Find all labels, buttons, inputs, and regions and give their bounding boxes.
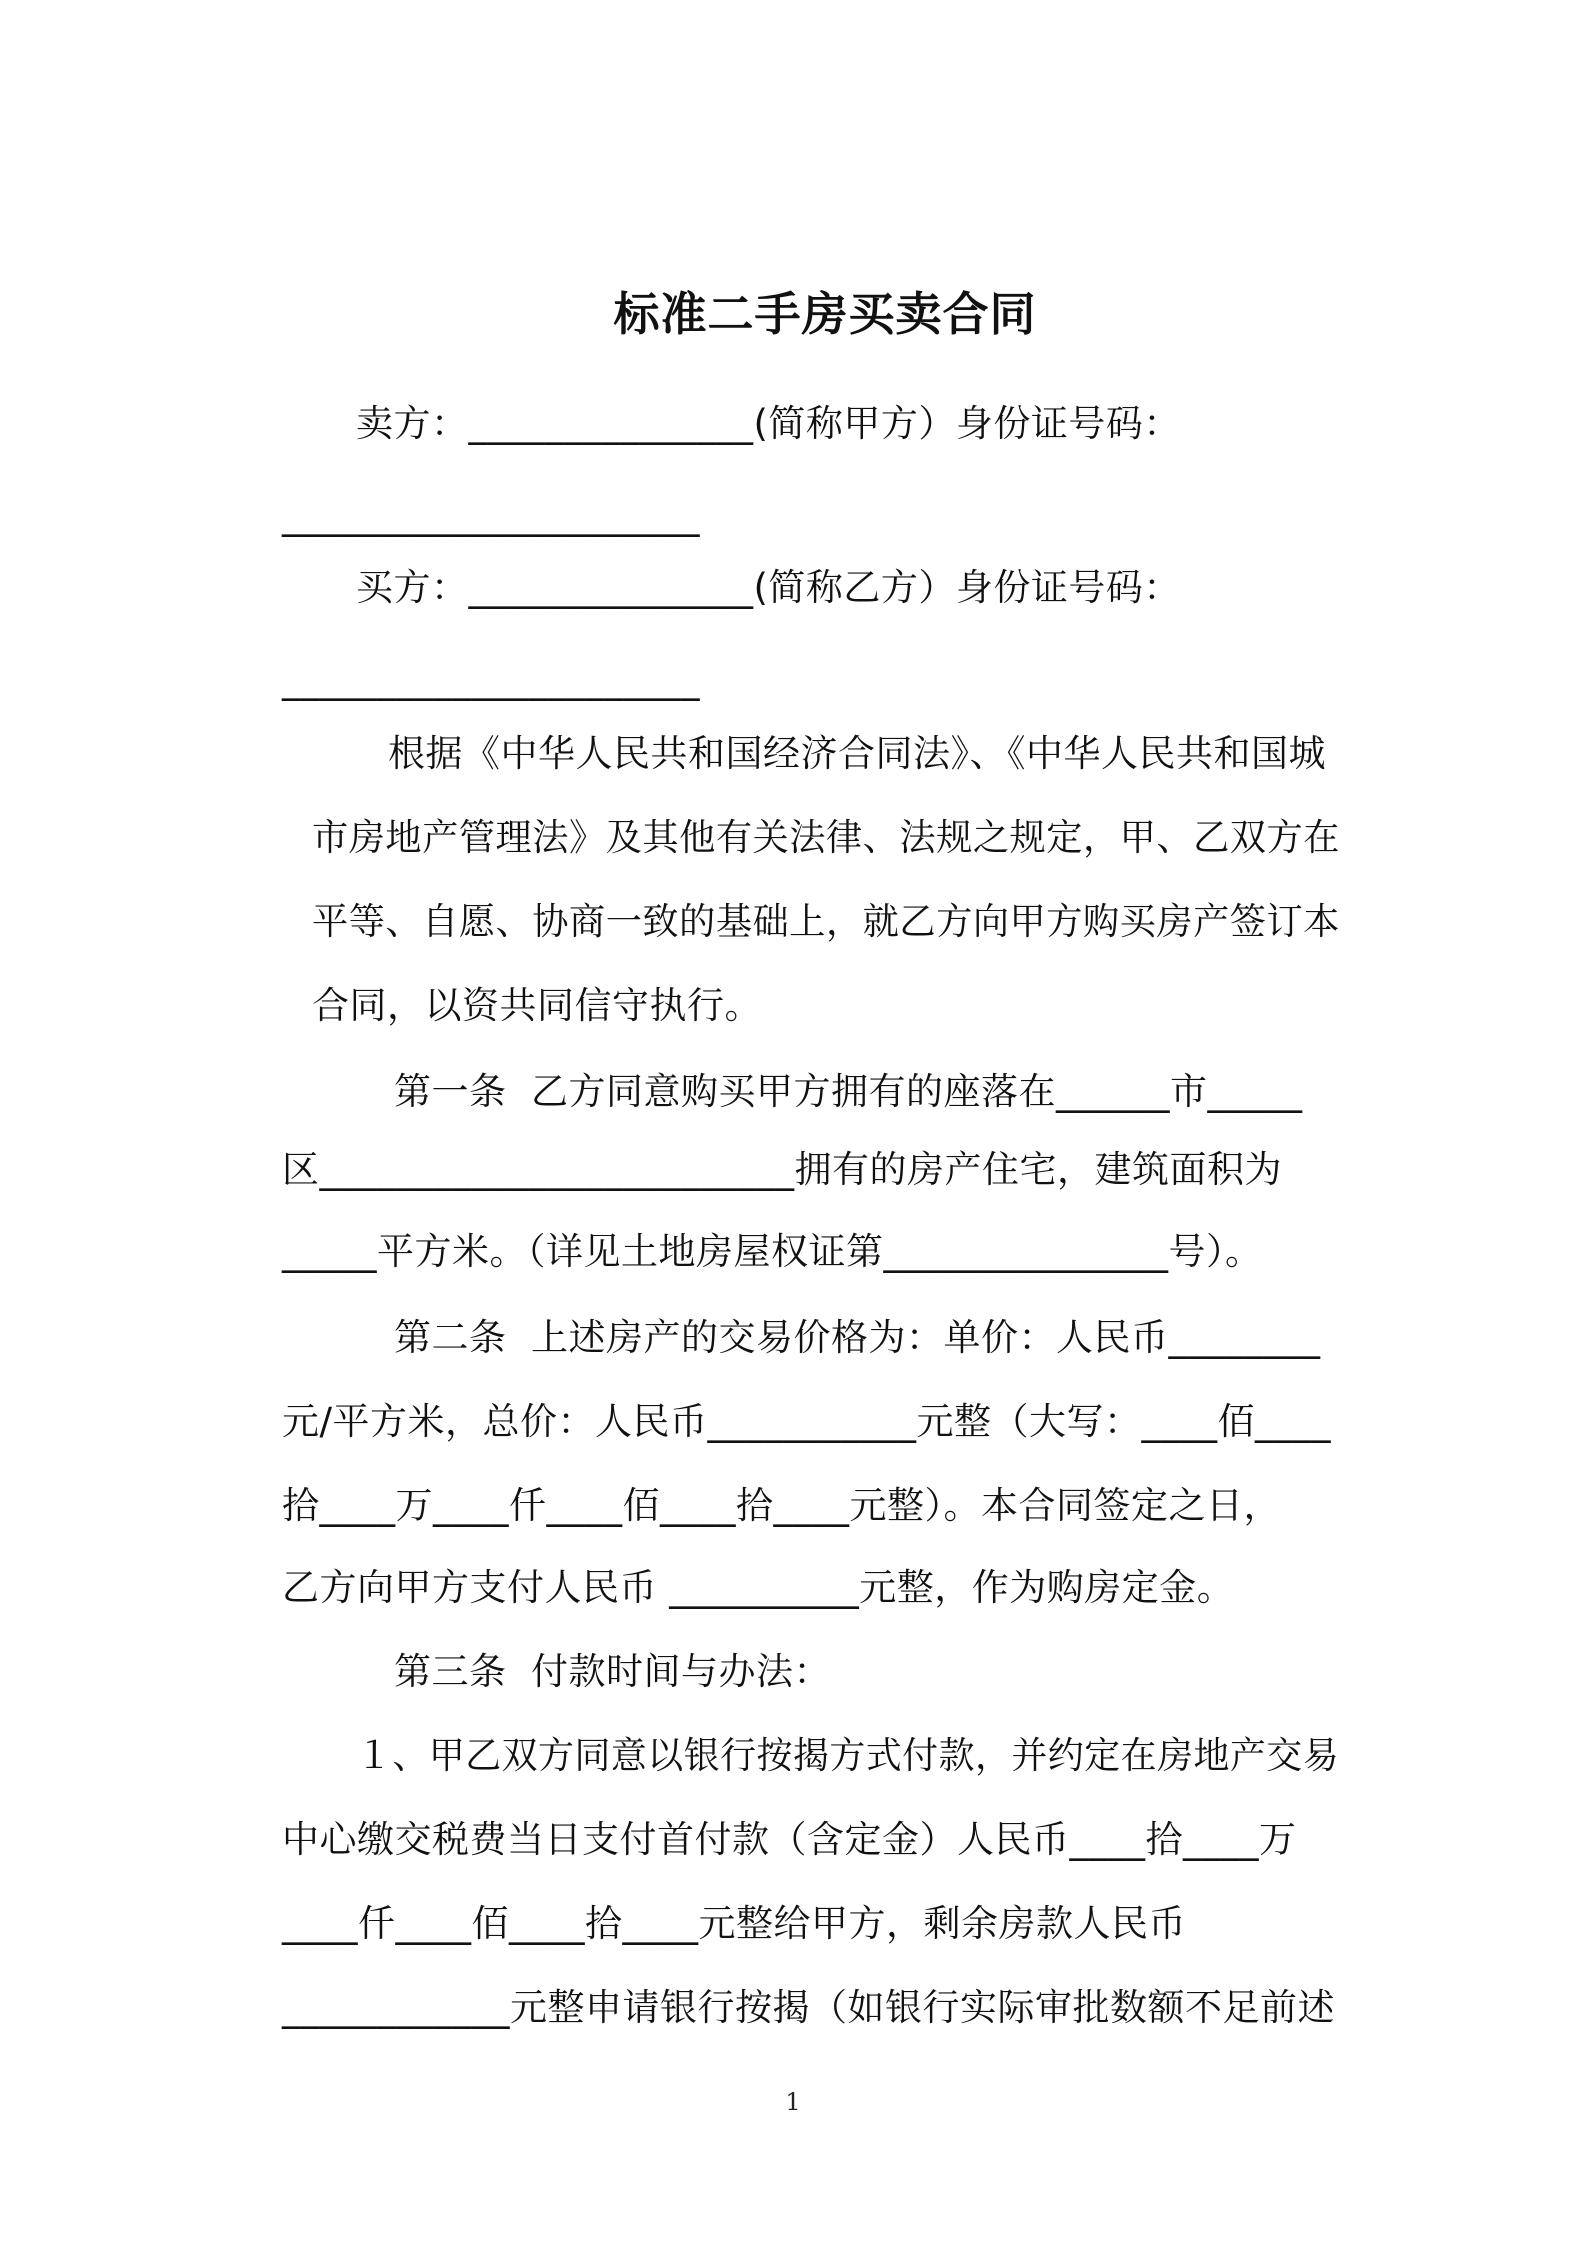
- article-2-line-1: 第二条 上述房产的交易价格为：单价：人民币________: [394, 1316, 1321, 1359]
- article-3-heading: 第三条 付款时间与办法：: [394, 1650, 832, 1693]
- preamble-line-1: 根据《中华人民共和国经济合同法》、《中华人民共和国城: [388, 732, 1326, 775]
- page-number: 1: [785, 2088, 801, 2116]
- buyer-line: 买方：_______________(简称乙方）身份证号码：: [356, 566, 1181, 609]
- article-3-line-4: ____________元整申请银行按揭（如银行实际审批数额不足前述: [282, 1986, 1335, 2029]
- seller-id-blank: ______________________: [282, 494, 700, 537]
- article-1-line-2: 区_________________________拥有的房产住宅，建筑面积为: [282, 1148, 1282, 1191]
- article-2-line-4: 乙方向甲方支付人民币 __________元整，作为购房定金。: [282, 1566, 1235, 1609]
- preamble-line-4: 合同，以资共同信守执行。: [312, 984, 762, 1027]
- article-2-line-3: 拾____万____仟____佰____拾____元整）。本合同签定之日，: [282, 1484, 1281, 1527]
- seller-line: 卖方：_______________(简称甲方）身份证号码：: [356, 402, 1181, 445]
- preamble-line-3: 平等、自愿、协商一致的基础上，就乙方向甲方购买房产签订本: [312, 900, 1340, 943]
- article-1-line-3: _____平方米。（详见土地房屋权证第_______________号）。: [282, 1230, 1263, 1273]
- article-3-line-1: １、甲乙双方同意以银行按揭方式付款，并约定在房地产交易: [356, 1734, 1340, 1777]
- article-2-line-2: 元/平方米，总价：人民币___________元整（大写：____佰____: [282, 1400, 1331, 1443]
- article-3-line-3: ____仟____佰____拾____元整给甲方，剩余房款人民币: [282, 1902, 1186, 1945]
- article-1-line-1: 第一条 乙方同意购买甲方拥有的座落在______市_____: [394, 1070, 1303, 1113]
- preamble-line-2: 市房地产管理法》及其他有关法律、法规之规定，甲、乙双方在: [312, 816, 1340, 859]
- article-3-line-2: 中心缴交税费当日支付首付款（含定金）人民币____拾____万: [282, 1818, 1297, 1861]
- buyer-id-blank: ______________________: [282, 658, 700, 701]
- document-title: 标准二手房买卖合同: [613, 287, 1037, 341]
